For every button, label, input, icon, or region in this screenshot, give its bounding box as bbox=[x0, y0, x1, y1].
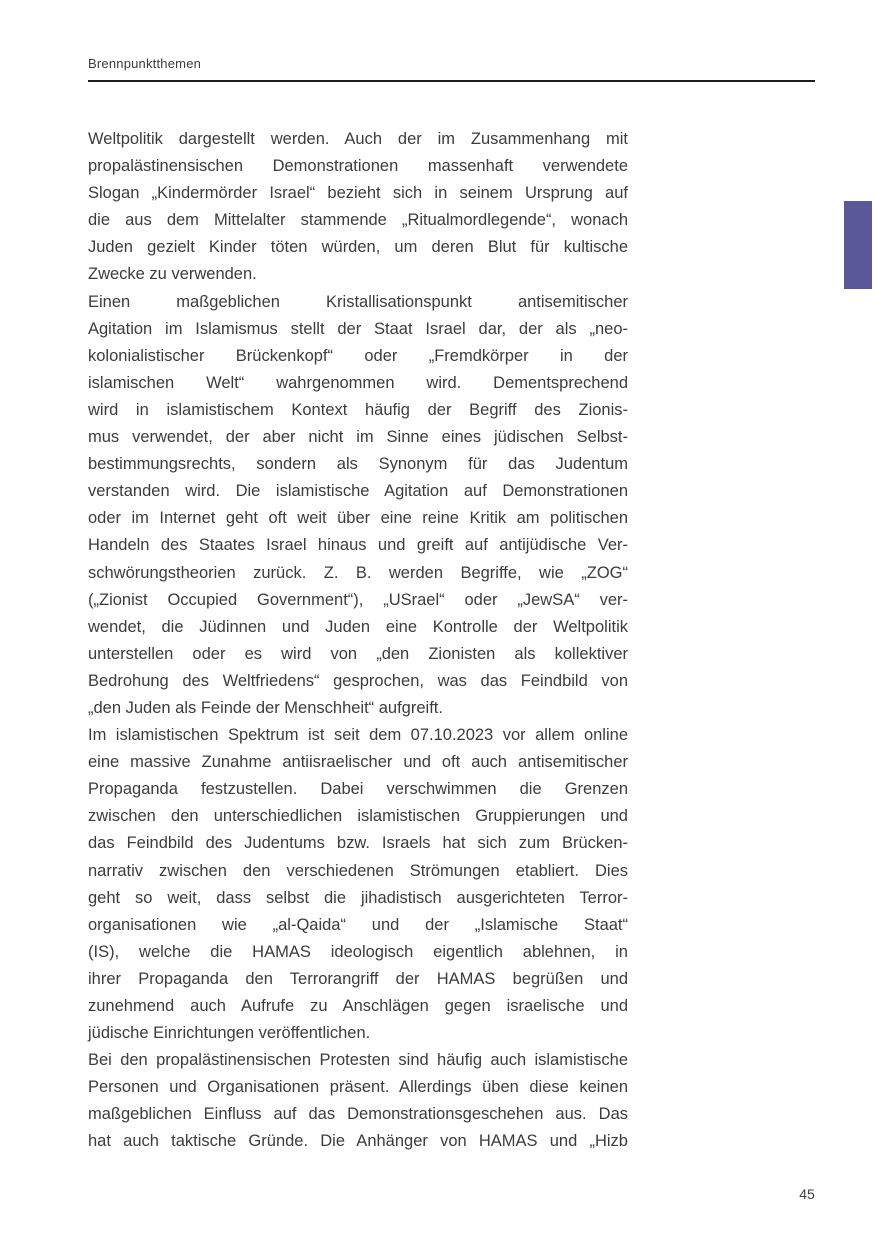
text-line: Personen und Organisationen präsent. Allerdings üben diese keinen bbox=[88, 1078, 628, 1097]
text-line: Zwecke zu verwenden. bbox=[88, 265, 257, 284]
text-line: die aus dem Mittelalter stammende „Ritualmordlegende“, wonach bbox=[88, 211, 628, 230]
text-line: schwörungstheorien zurück. Z. B. werden Begriffe, wie „ZOG“ bbox=[88, 563, 628, 582]
text-line: mus verwendet, der aber nicht im Sinne eines jüdischen Selbst- bbox=[88, 428, 628, 447]
text-line: oder im Internet geht oft weit über eine reine Kritik am politischen bbox=[88, 509, 628, 528]
text-line: wird in islamistischem Kontext häufig der Begriff des Zionis- bbox=[88, 400, 628, 419]
text-line: ihrer Propaganda den Terrorangriff der HAMAS begrüßen und bbox=[88, 969, 628, 988]
paragraph bbox=[88, 289, 628, 723]
page-number: 45 bbox=[799, 1186, 815, 1202]
text-line: Im islamistischen Spektrum ist seit dem 07.10.2023 vor allem online bbox=[88, 726, 628, 745]
text-line: Juden gezielt Kinder töten würden, um deren Blut für kultische bbox=[88, 238, 628, 257]
text-line: unterstellen oder es wird von „den Zionisten als kollektiver bbox=[88, 644, 628, 663]
text-line: zwischen den unterschiedlichen islamistischen Gruppierungen und bbox=[88, 807, 628, 826]
text-line: bestimmungsrechts, sondern als Synonym für das Judentum bbox=[88, 455, 628, 474]
text-line: Bedrohung des Weltfriedens“ gesprochen, was das Feindbild von bbox=[88, 671, 628, 690]
text-line: wendet, die Jüdinnen und Juden eine Kontrolle der Weltpolitik bbox=[88, 617, 628, 636]
text-line: zunehmend auch Aufrufe zu Anschlägen gegen israelische und bbox=[88, 997, 628, 1015]
text-line: Weltpolitik dargestellt werden. Auch der im Zusammenhang mit bbox=[88, 130, 628, 148]
text-line: Einen maßgeblichen Kristallisationspunkt antisemitischer bbox=[88, 292, 628, 311]
text-line: Bei den propalästinensischen Protesten sind häufig auch islamistische bbox=[88, 1051, 628, 1070]
text-line: („Zionist Occupied Government“), „USrael“ oder „JewSA“ ver- bbox=[88, 590, 628, 609]
text-line: kolonialistischer Brückenkopf“ oder „Fremdkörper in der bbox=[88, 346, 628, 365]
text-line: jüdische Einrichtungen veröffentlichen. bbox=[88, 1024, 371, 1043]
text-line: hat auch taktische Gründe. Die Anhänger von HAMAS und „Hizb bbox=[88, 1132, 628, 1151]
text-line: Propaganda festzustellen. Dabei verschwimmen die Grenzen bbox=[88, 780, 628, 799]
body-text bbox=[88, 126, 628, 1156]
chapter-tab-marker bbox=[844, 201, 872, 289]
text-line: narrativ zwischen den verschiedenen Strömungen etabliert. Dies bbox=[88, 861, 628, 880]
text-line: das Feindbild des Judentums bzw. Israels hat sich zum Brücken- bbox=[88, 834, 628, 853]
paragraph bbox=[88, 126, 628, 289]
text-line: verstanden wird. Die islamistische Agitation auf Demonstrationen bbox=[88, 482, 628, 501]
text-line: „den Juden als Feinde der Menschheit“ aufgreift. bbox=[88, 698, 443, 717]
text-line: organisationen wie „al-Qaida“ und der „Islamische Staat“ bbox=[88, 915, 628, 934]
text-line: islamischen Welt“ wahrgenommen wird. Dementsprechend bbox=[88, 373, 628, 392]
text-line: geht so weit, dass selbst die jihadistisch ausgerichteten Terror- bbox=[88, 888, 628, 907]
text-line: Slogan „Kindermörder Israel“ bezieht sich in seinem Ursprung auf bbox=[88, 184, 628, 203]
paragraph bbox=[88, 1047, 628, 1155]
running-header: Brennpunktthemen bbox=[88, 56, 202, 71]
paragraph bbox=[88, 722, 628, 1047]
text-line: (IS), welche die HAMAS ideologisch eigentlich ablehnen, in bbox=[88, 942, 628, 961]
text-line: eine massive Zunahme antiisraelischer und oft auch antisemitischer bbox=[88, 753, 628, 772]
text-line: Handeln des Staates Israel hinaus und greift auf antijüdische Ver- bbox=[88, 536, 628, 555]
text-line: maßgeblichen Einfluss auf das Demonstrationsgeschehen aus. Das bbox=[88, 1105, 628, 1124]
header-rule bbox=[88, 80, 815, 82]
text-line: propalästinensischen Demonstrationen massenhaft verwendete bbox=[88, 157, 628, 176]
text-line: Agitation im Islamismus stellt der Staat Israel dar, der als „neo- bbox=[88, 319, 628, 338]
